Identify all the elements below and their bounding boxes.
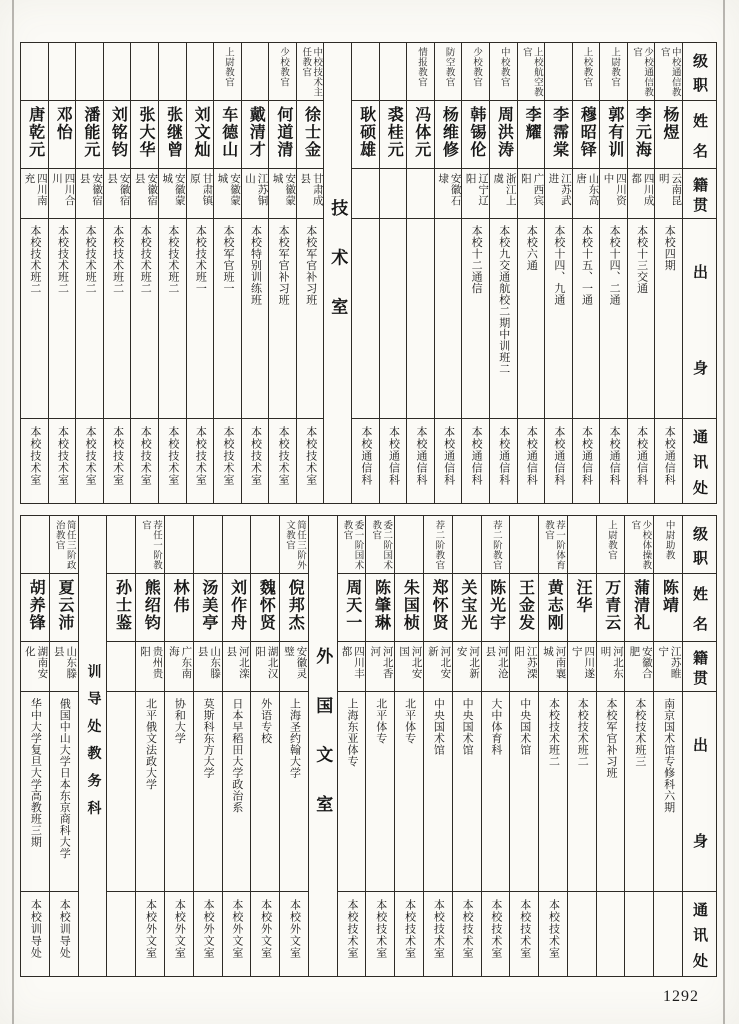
- section-label: 外国文室: [313, 647, 333, 845]
- origin-cell: 本校技术班一: [187, 219, 214, 419]
- rank-cell: [453, 516, 481, 574]
- origin-cell: 本校十五、一通: [573, 219, 600, 419]
- native-place-cell: 河北安新: [424, 642, 452, 692]
- origin-cell: 本校技术班二: [539, 692, 567, 892]
- address-cell: 本校技术室: [518, 899, 531, 959]
- person-column: [250, 516, 279, 976]
- native-place-cell: 江苏铜山: [242, 169, 269, 219]
- person-column: [406, 43, 434, 503]
- rank-cell: 荐二阶教官: [482, 516, 510, 574]
- name-cell: 夏云沛: [50, 574, 78, 642]
- origin-cell: 本校技术班三: [625, 692, 653, 892]
- name-cell: 林伟: [165, 574, 193, 642]
- address-cell: 本校技术室: [194, 426, 207, 486]
- native-place-cell: 安徽宿县: [76, 169, 103, 219]
- rank-cell: [21, 516, 49, 574]
- native-place-cell: 江苏睢宁: [654, 642, 682, 692]
- origin-cell: 日本早稻田大学政治系: [223, 692, 251, 892]
- person-column: [461, 43, 489, 503]
- roster-content: [20, 42, 717, 977]
- name-cell: 张大华: [131, 101, 158, 169]
- name-cell: 李霈棠: [545, 101, 572, 169]
- person-column: [624, 516, 653, 976]
- name-cell: 穆昭铎: [573, 101, 600, 169]
- name-cell: 何道清: [269, 101, 296, 169]
- person-column: [394, 516, 423, 976]
- address-cell: 本校通信科: [359, 426, 372, 486]
- native-place-cell: [352, 169, 379, 219]
- address-cell: 本校技术室: [56, 426, 69, 486]
- address-cell: 本校通信科: [497, 426, 510, 486]
- rank-cell: [510, 516, 538, 574]
- name-cell: 郭有训: [600, 101, 627, 169]
- header-rank: 级 职: [683, 43, 716, 101]
- address-cell: 本校技术室: [277, 426, 290, 486]
- name-cell: 孙士鉴: [107, 574, 135, 642]
- origin-cell: 本校技术班二: [76, 219, 103, 419]
- origin-cell: [380, 219, 407, 419]
- rank-cell: 上尉教官: [597, 516, 625, 574]
- address-cell: 本校技术室: [249, 426, 262, 486]
- native-place-cell: 安徽宿县: [131, 169, 158, 219]
- origin-cell: 本校十二通信: [462, 219, 489, 419]
- native-place-cell: 山东滕县: [50, 642, 78, 692]
- rank-cell: 中校技术主任教官: [297, 43, 324, 101]
- section-label-column: [308, 516, 337, 976]
- address-cell: 本校通信科: [525, 426, 538, 486]
- origin-cell: 协和大学: [165, 692, 193, 892]
- person-column: [49, 516, 78, 976]
- name-cell: 邓怡: [49, 101, 76, 169]
- name-cell: 杨煜: [655, 101, 682, 169]
- person-column: [481, 516, 510, 976]
- person-column: [103, 43, 131, 503]
- rank-cell: [21, 43, 48, 101]
- origin-cell: 华中大学复旦大学高教班三期: [21, 692, 49, 892]
- origin-cell: 南京国术馆专修科六期: [654, 692, 682, 892]
- name-cell: 胡养锋: [21, 574, 49, 642]
- native-place-cell: 四川合川: [49, 169, 76, 219]
- origin-cell: 莫斯科东方大学: [194, 692, 222, 892]
- header-address: 通 讯 处: [691, 429, 707, 495]
- person-column: [572, 43, 600, 503]
- rank-cell: 委二阶国术教官: [366, 516, 394, 574]
- native-place-cell: 江苏溧阳: [510, 642, 538, 692]
- address-cell: 本校通信科: [663, 426, 676, 486]
- origin-cell: 本校技术班二: [568, 692, 596, 892]
- rank-cell: 上校教官: [573, 43, 600, 101]
- name-cell: 李耀: [518, 101, 545, 169]
- header-native: 籍 贯: [683, 169, 716, 219]
- rank-cell: 少校教官: [269, 43, 296, 101]
- rank-cell: [159, 43, 186, 101]
- native-place-cell: 河北东明: [597, 642, 625, 692]
- person-column: [268, 43, 296, 503]
- origin-cell: 本校十三交通: [628, 219, 655, 419]
- name-cell: 关宝光: [453, 574, 481, 642]
- address-cell: 本校技术室: [547, 899, 560, 959]
- person-column: [423, 516, 452, 976]
- person-column: [75, 43, 103, 503]
- native-place-cell: 安徽石埭: [435, 169, 462, 219]
- name-cell: 张继曾: [159, 101, 186, 169]
- rank-cell: 少校通信教官: [628, 43, 655, 101]
- origin-cell: 中央国术馆: [510, 692, 538, 892]
- address-cell: 本校技术室: [346, 899, 359, 959]
- native-place-cell: 湖北汉阳: [251, 642, 279, 692]
- rank-cell: 少校教官: [462, 43, 489, 101]
- address-cell: 本校技术室: [139, 426, 152, 486]
- header-name: 姓 名: [683, 101, 716, 169]
- person-column: [452, 516, 481, 976]
- name-cell: 魏怀贤: [251, 574, 279, 642]
- native-place-cell: 河南襄城: [539, 642, 567, 692]
- address-cell: 本校通信科: [608, 426, 621, 486]
- address-cell: 本校训导处: [58, 899, 71, 959]
- name-cell: 蒲清礼: [625, 574, 653, 642]
- address-cell: 本校外文室: [288, 899, 301, 959]
- origin-cell: 本校军官班一: [214, 219, 241, 419]
- native-place-cell: 河北沧县: [482, 642, 510, 692]
- address-cell: 本校外文室: [202, 899, 215, 959]
- rank-cell: [545, 43, 572, 101]
- native-place-cell: 四川成都: [628, 169, 655, 219]
- address-cell: 本校通信科: [387, 426, 400, 486]
- origin-cell: 本校技术班二: [131, 219, 158, 419]
- rank-cell: [165, 516, 193, 574]
- native-place-cell: 安徽合肥: [625, 642, 653, 692]
- rank-cell: 情报教官: [407, 43, 434, 101]
- roster-table-upper: [20, 42, 717, 504]
- origin-cell: 上海东亚体专: [338, 692, 366, 892]
- person-column: [379, 43, 407, 503]
- origin-cell: 本校技术班二: [104, 219, 131, 419]
- native-place-cell: 山东高唐: [573, 169, 600, 219]
- native-place-cell: 四川资中: [600, 169, 627, 219]
- section-label: 训导处教务科: [85, 664, 101, 828]
- native-place-cell: 辽宁辽阳: [462, 169, 489, 219]
- rank-cell: [107, 516, 135, 574]
- address-cell: 本校通信科: [442, 426, 455, 486]
- rank-cell: 荐任一阶教官: [136, 516, 164, 574]
- origin-cell: 本校技术班二: [159, 219, 186, 419]
- native-place-cell: 河北安国: [395, 642, 423, 692]
- person-column: [654, 43, 682, 503]
- person-column: [627, 43, 655, 503]
- native-place-cell: [407, 169, 434, 219]
- name-cell: 郑怀贤: [424, 574, 452, 642]
- person-column: [106, 516, 135, 976]
- native-place-cell: 湖南安化: [21, 642, 49, 692]
- rank-cell: [76, 43, 103, 101]
- person-column: [164, 516, 193, 976]
- native-place-cell: [107, 642, 135, 692]
- address-cell: 本校训导处: [29, 899, 42, 959]
- rank-cell: [568, 516, 596, 574]
- address-cell: 本校外文室: [144, 899, 157, 959]
- person-column: [337, 516, 366, 976]
- name-cell: 韩锡伦: [462, 101, 489, 169]
- person-column: [544, 43, 572, 503]
- rank-cell: 上校航空教官: [518, 43, 545, 101]
- address-cell: 本校通信科: [635, 426, 648, 486]
- address-cell: 本校技术室: [489, 899, 502, 959]
- native-place-cell: 云南昆明: [655, 169, 682, 219]
- address-cell: 本校通信科: [552, 426, 565, 486]
- native-place-cell: 河北新安: [453, 642, 481, 692]
- address-cell: 本校外文室: [230, 899, 243, 959]
- address-cell: [654, 892, 682, 976]
- person-column: [596, 516, 625, 976]
- origin-cell: 本校技术班二: [21, 219, 48, 419]
- native-place-cell: 河北香河: [366, 642, 394, 692]
- native-place-cell: 四川丰都: [338, 642, 366, 692]
- person-column: [222, 516, 251, 976]
- address-cell: 本校技术室: [374, 899, 387, 959]
- name-cell: 冯体元: [407, 101, 434, 169]
- header-rank: 级 职: [683, 516, 716, 574]
- person-column: [193, 516, 222, 976]
- person-column: [279, 516, 308, 976]
- name-cell: 李元海: [628, 101, 655, 169]
- native-place-cell: 安徽蒙城: [269, 169, 296, 219]
- origin-cell: 北平体专: [366, 692, 394, 892]
- person-column: [517, 43, 545, 503]
- origin-cell: [407, 219, 434, 419]
- native-place-cell: 江苏武进: [545, 169, 572, 219]
- origin-cell: [107, 692, 135, 892]
- person-column: [158, 43, 186, 503]
- person-column: [509, 516, 538, 976]
- origin-cell: 本校六通: [518, 219, 545, 419]
- name-cell: 黄志刚: [539, 574, 567, 642]
- origin-cell: 北平俄文法政大学: [136, 692, 164, 892]
- origin-cell: 本校军官补习班: [269, 219, 296, 419]
- origin-cell: 本校特别训练班: [242, 219, 269, 419]
- name-cell: 熊绍钧: [136, 574, 164, 642]
- person-column: [653, 516, 682, 976]
- page-edge-line-right: [723, 0, 725, 1024]
- native-place-cell: 广东南海: [165, 642, 193, 692]
- person-column: [489, 43, 517, 503]
- name-cell: 刘文灿: [187, 101, 214, 169]
- page-edge-line-left: [12, 0, 14, 1024]
- native-place-cell: 浙江上虞: [490, 169, 517, 219]
- rank-cell: [49, 43, 76, 101]
- origin-cell: 中央国术馆: [424, 692, 452, 892]
- address-cell: [568, 892, 596, 976]
- origin-cell: 本校九交通航校二期中训班二: [490, 219, 517, 419]
- origin-cell: 大中体育科: [482, 692, 510, 892]
- address-cell: 本校外文室: [259, 899, 272, 959]
- native-place-cell: 甘肃成县: [297, 169, 324, 219]
- address-cell: 本校技术室: [221, 426, 234, 486]
- address-cell: 本校技术室: [432, 899, 445, 959]
- address-cell: 本校技术室: [84, 426, 97, 486]
- name-cell: 潘能元: [76, 101, 103, 169]
- person-column: [241, 43, 269, 503]
- header-native: 籍 贯: [683, 642, 716, 692]
- native-place-cell: 四川南充: [21, 169, 48, 219]
- name-cell: 徐士金: [297, 101, 324, 169]
- native-place-cell: 安徽灵璧: [280, 642, 308, 692]
- person-column: [351, 43, 379, 503]
- name-cell: 汤美亭: [194, 574, 222, 642]
- section-label-column: [78, 516, 107, 976]
- rank-cell: 少校体操教官: [625, 516, 653, 574]
- name-cell: 耿硕雄: [352, 101, 379, 169]
- origin-cell: 本校十四、二通: [600, 219, 627, 419]
- name-cell: 杨维修: [435, 101, 462, 169]
- section-label-column: [323, 43, 351, 503]
- person-column: [365, 516, 394, 976]
- rank-cell: [194, 516, 222, 574]
- person-column: [48, 43, 76, 503]
- rank-cell: [251, 516, 279, 574]
- address-cell: 本校外文室: [173, 899, 186, 959]
- header-origin: 出 身: [683, 692, 716, 892]
- person-column: [21, 43, 48, 503]
- name-cell: 万青云: [597, 574, 625, 642]
- rank-cell: 荐二阶教官: [424, 516, 452, 574]
- person-column: [213, 43, 241, 503]
- rank-cell: [395, 516, 423, 574]
- page-number: 1292: [663, 988, 699, 1005]
- header-origin: 出 身: [683, 219, 716, 419]
- address-cell: [597, 892, 625, 976]
- header-address: 通 讯 处: [691, 902, 707, 968]
- native-place-cell: 安徽蒙城: [159, 169, 186, 219]
- roster-table-lower: [20, 515, 717, 977]
- person-column: [599, 43, 627, 503]
- name-cell: 刘铭钧: [104, 101, 131, 169]
- rank-cell: 简任三阶外文教官: [280, 516, 308, 574]
- name-cell: 汪华: [568, 574, 596, 642]
- header-name: 姓 名: [683, 574, 716, 642]
- rank-cell: 中尉助教: [654, 516, 682, 574]
- rank-cell: 中校通信教官: [655, 43, 682, 101]
- origin-cell: 本校军官补习班: [597, 692, 625, 892]
- origin-cell: 北平体专: [395, 692, 423, 892]
- name-cell: 车德山: [214, 101, 241, 169]
- native-place-cell: 甘肃镇原: [187, 169, 214, 219]
- native-place-cell: 贵州贵阳: [136, 642, 164, 692]
- address-cell: [107, 892, 135, 976]
- native-place-cell: 河北滦县: [223, 642, 251, 692]
- origin-cell: 本校四期: [655, 219, 682, 419]
- name-cell: 陈靖: [654, 574, 682, 642]
- rank-cell: 上尉教官: [600, 43, 627, 101]
- name-cell: 周洪涛: [490, 101, 517, 169]
- person-column: [296, 43, 324, 503]
- person-column: [21, 516, 49, 976]
- header-column: [682, 516, 716, 976]
- rank-cell: 荐一阶体育教官: [539, 516, 567, 574]
- origin-cell: [352, 219, 379, 419]
- rank-cell: [242, 43, 269, 101]
- header-column: [682, 43, 716, 503]
- rank-cell: [223, 516, 251, 574]
- rank-cell: 中校教官: [490, 43, 517, 101]
- address-cell: 本校技术室: [28, 426, 41, 486]
- name-cell: 刘作舟: [223, 574, 251, 642]
- person-column: [538, 516, 567, 976]
- person-column: [130, 43, 158, 503]
- name-cell: 裘桂元: [380, 101, 407, 169]
- address-cell: 本校技术室: [166, 426, 179, 486]
- address-cell: 本校技术室: [403, 899, 416, 959]
- native-place-cell: 广西宾阳: [518, 169, 545, 219]
- rank-cell: [104, 43, 131, 101]
- address-cell: [625, 892, 653, 976]
- native-place-cell: [380, 169, 407, 219]
- name-cell: 陈肇琳: [366, 574, 394, 642]
- person-column: [434, 43, 462, 503]
- origin-cell: 上海圣约翰大学: [280, 692, 308, 892]
- address-cell: 本校技术室: [111, 426, 124, 486]
- rank-cell: [187, 43, 214, 101]
- native-place-cell: 安徽蒙城: [214, 169, 241, 219]
- native-place-cell: 山东滕县: [194, 642, 222, 692]
- native-place-cell: 安徽宿县: [104, 169, 131, 219]
- section-label: 技术室: [328, 199, 348, 347]
- address-cell: 本校通信科: [415, 426, 428, 486]
- origin-cell: 外语专校: [251, 692, 279, 892]
- address-cell: 本校通信科: [470, 426, 483, 486]
- origin-cell: 本校技术班二: [49, 219, 76, 419]
- name-cell: 戴清才: [242, 101, 269, 169]
- rank-cell: 简任三阶政治教官: [50, 516, 78, 574]
- rank-cell: [131, 43, 158, 101]
- person-column: [567, 516, 596, 976]
- origin-cell: [435, 219, 462, 419]
- origin-cell: 中央国术馆: [453, 692, 481, 892]
- native-place-cell: 四川遂宁: [568, 642, 596, 692]
- address-cell: 本校技术室: [461, 899, 474, 959]
- name-cell: 朱国桢: [395, 574, 423, 642]
- name-cell: 倪邦杰: [280, 574, 308, 642]
- address-cell: 本校技术室: [304, 426, 317, 486]
- name-cell: 唐乾元: [21, 101, 48, 169]
- person-column: [186, 43, 214, 503]
- address-cell: 本校通信科: [580, 426, 593, 486]
- person-column: [135, 516, 164, 976]
- rank-cell: 委一阶国术教官: [338, 516, 366, 574]
- rank-cell: 上尉教官: [214, 43, 241, 101]
- origin-cell: 本校军官补习班: [297, 219, 324, 419]
- rank-cell: [352, 43, 379, 101]
- origin-cell: 本校十四、九通: [545, 219, 572, 419]
- rank-cell: 防空教官: [435, 43, 462, 101]
- name-cell: 王金发: [510, 574, 538, 642]
- name-cell: 陈光宇: [482, 574, 510, 642]
- origin-cell: 俄国中山大学日本东京商科大学: [50, 692, 78, 892]
- rank-cell: [380, 43, 407, 101]
- name-cell: 周天一: [338, 574, 366, 642]
